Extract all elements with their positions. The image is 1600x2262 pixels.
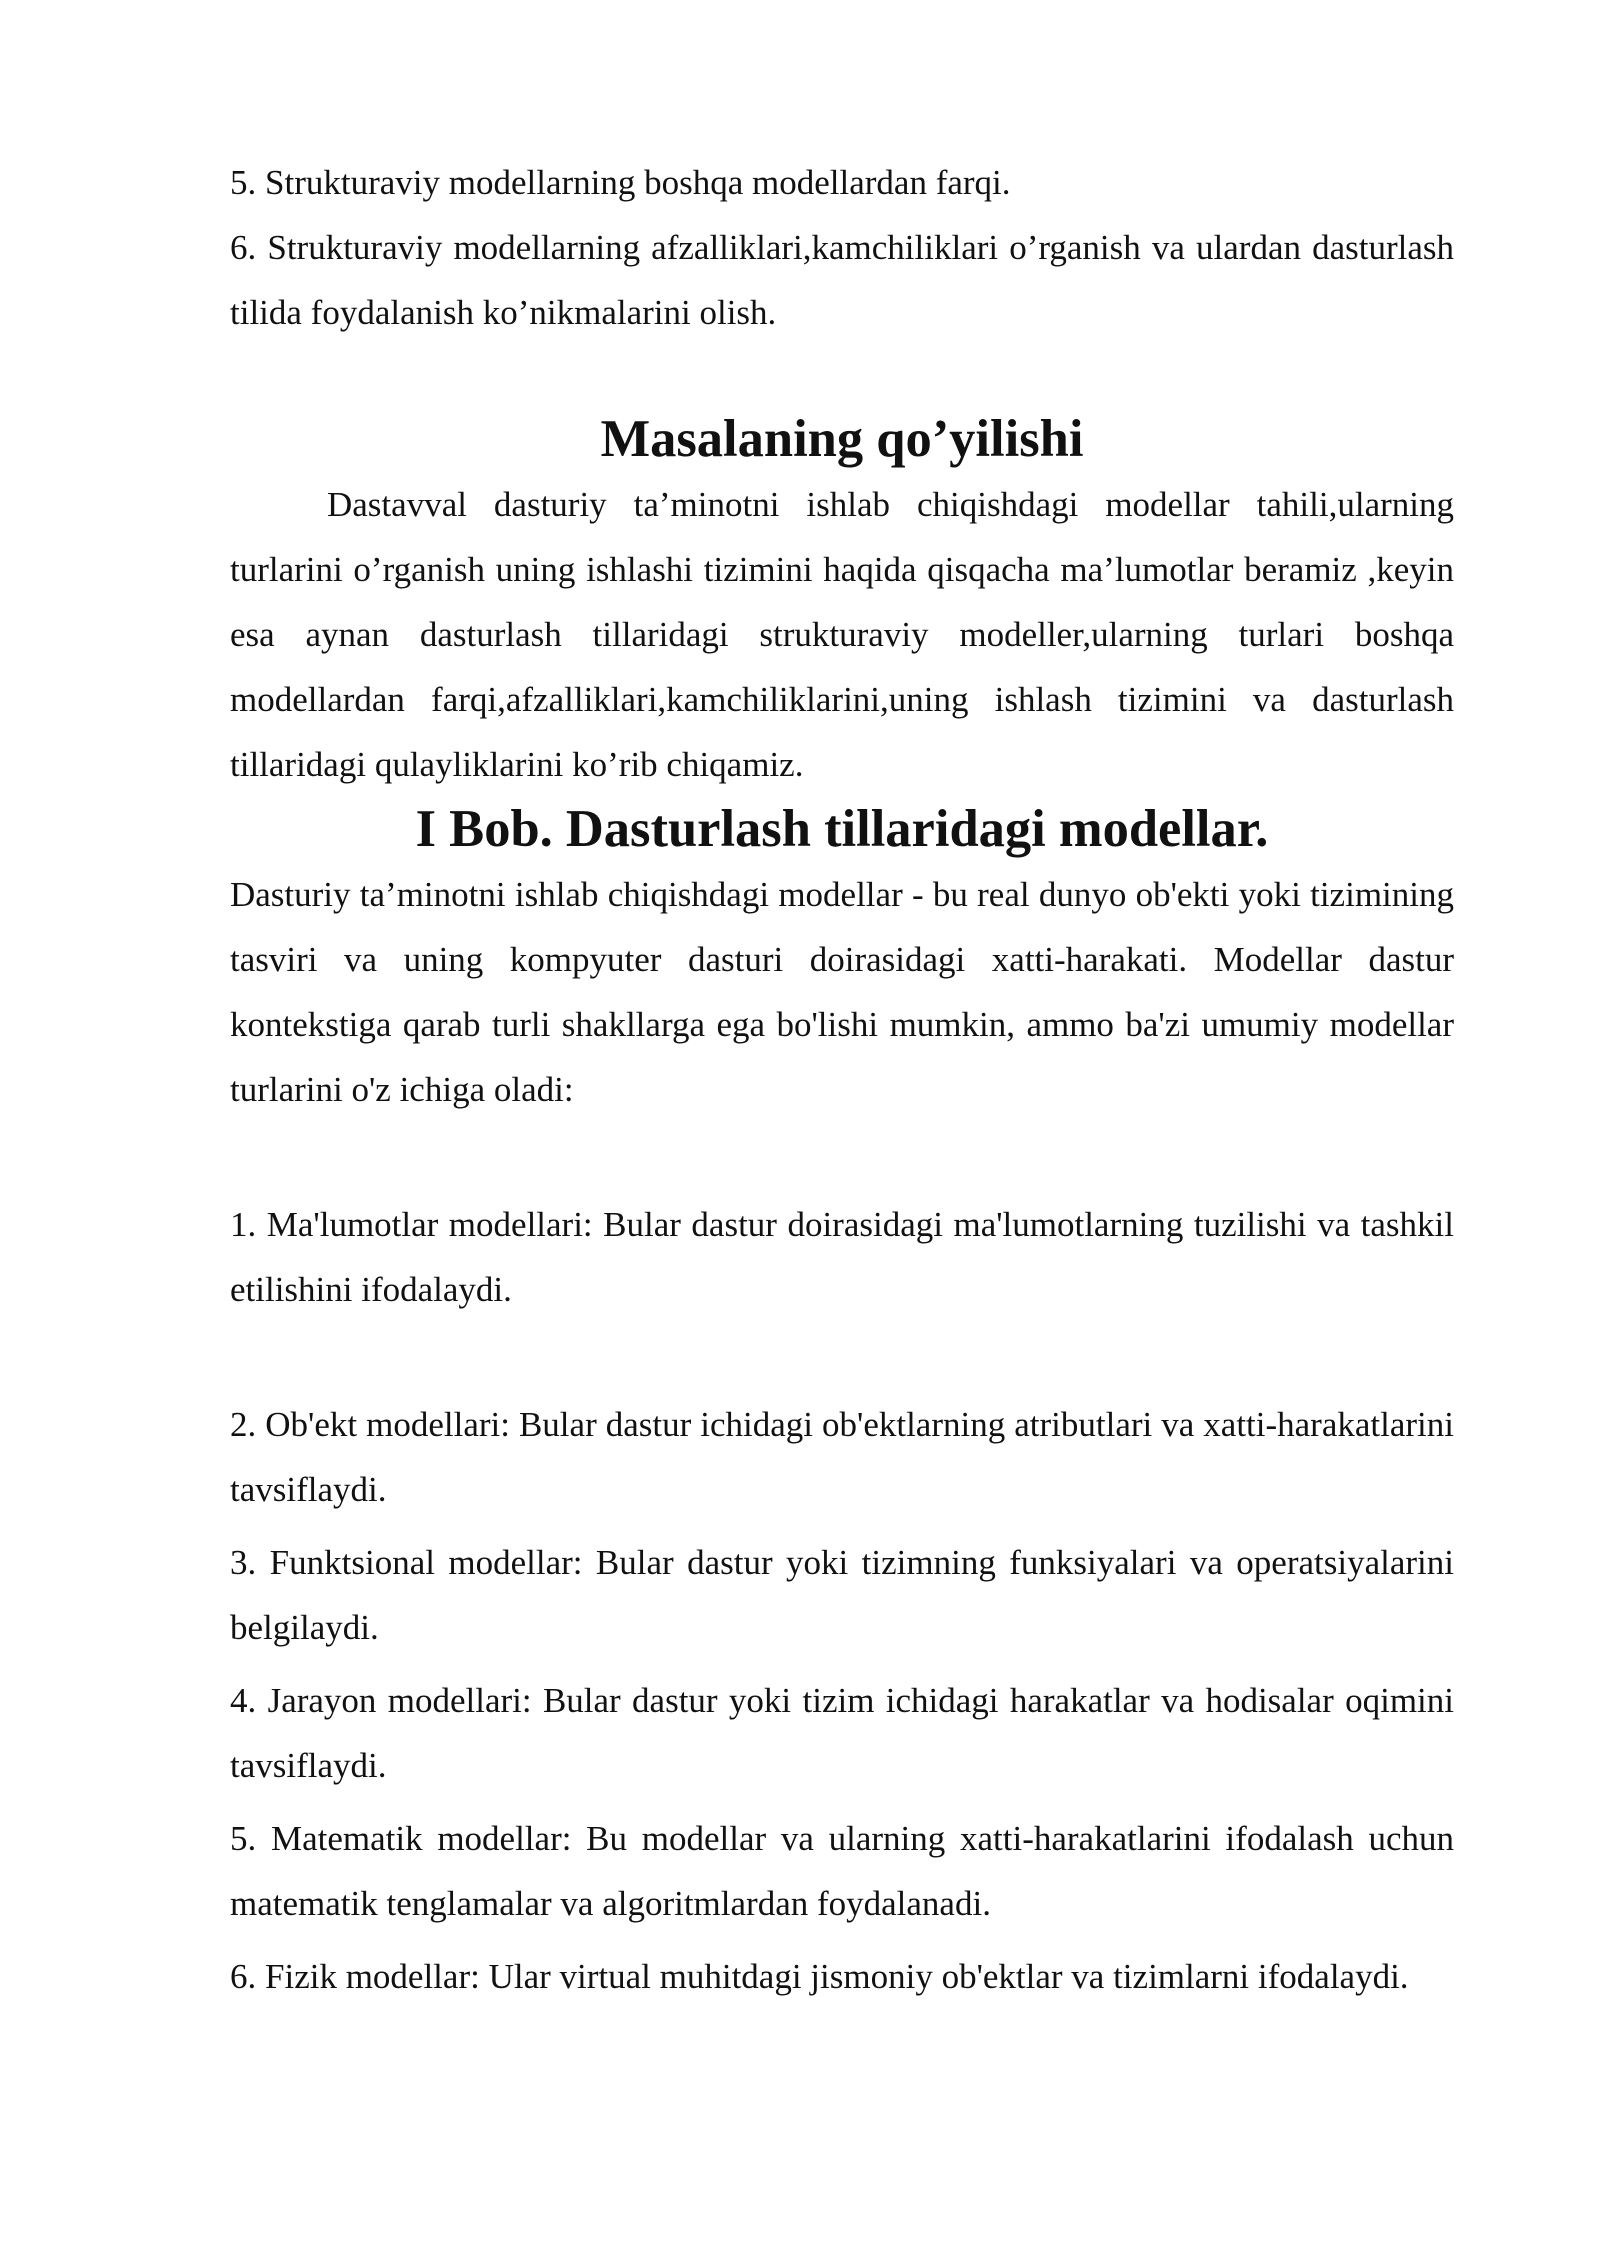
list-item: 3. Funktsional modellar: Bular dastur yoki tizimning funksiyalari va operatsiyalarini belgilaydi. [230, 1543, 1454, 1647]
spacer [230, 1936, 1454, 1944]
section-paragraph: Dastavval dasturiy ta’minotni ishlab chiqishdagi modellar tahili,ularning turlarini o’rganish uning ishlashi tizimini haqida qisqacha ma’lumotlar beramiz ,keyin esa aynan dasturlash tillaridagi strukturaviy modeller,ularning turlari boshqa modellardan farqi,afzalliklari,kamchiliklarini,uning ishlash tizimini va dasturlash tillaridagi qulayliklarini ko’rib chiqamiz. [230, 485, 1454, 784]
page-content [230, 150, 1454, 2009]
spacer [230, 1660, 1454, 1668]
spacer [230, 1322, 1454, 1392]
list-item: 2. Ob'ekt modellari: Bular dastur ichidagi ob'ektlarning atributlari va xatti-harakatlarini tavsiflaydi. [230, 1405, 1454, 1509]
section-title: Masalaning qo’yilishi [600, 410, 1084, 468]
list-item: 6. Fizik modellar: Ular virtual muhitdagi jismoniy ob'ektlar va tizimlarni ifodalaydi. [230, 1957, 1409, 1996]
chapter-paragraph: Dasturiy ta’minotni ishlab chiqishdagi modellar - bu real dunyo ob'ekti yoki tizimining tasviri va uning kompyuter dasturi doirasidagi xatti-harakati. Modellar dastur kontekstiga qarab turli shakllarga ega bo'lishi mumkin, ammo ba'zi umumiy modellar turlarini o'z ichiga oladi: [230, 875, 1454, 1109]
spacer [230, 1522, 1454, 1530]
intro-item-5: 5. Strukturaviy modellarning boshqa modellardan farqi. [230, 163, 1011, 202]
chapter-title: I Bob. Dasturlash tillaridagi modellar. [415, 800, 1269, 858]
intro-item-6: 6. Strukturaviy modellarning afzalliklari,kamchiliklari o’rganish va ulardan dasturlash tilida foydalanish ko’nikmalarini olish. [230, 228, 1454, 332]
list-item: 4. Jarayon modellari: Bular dastur yoki tizim ichidagi harakatlar va hodisalar oqimini tavsiflaydi. [230, 1681, 1454, 1785]
list-item: 1. Ma'lumotlar modellari: Bular dastur doirasidagi ma'lumotlarning tuzilishi va tashkil etilishini ifodalaydi. [230, 1205, 1454, 1309]
spacer [230, 1122, 1454, 1192]
list-item: 5. Matematik modellar: Bu modellar va ularning xatti-harakatlarini ifodalash uchun matematik tenglamalar va algoritmlardan foydalanadi. [230, 1819, 1454, 1923]
spacer [230, 1798, 1454, 1806]
